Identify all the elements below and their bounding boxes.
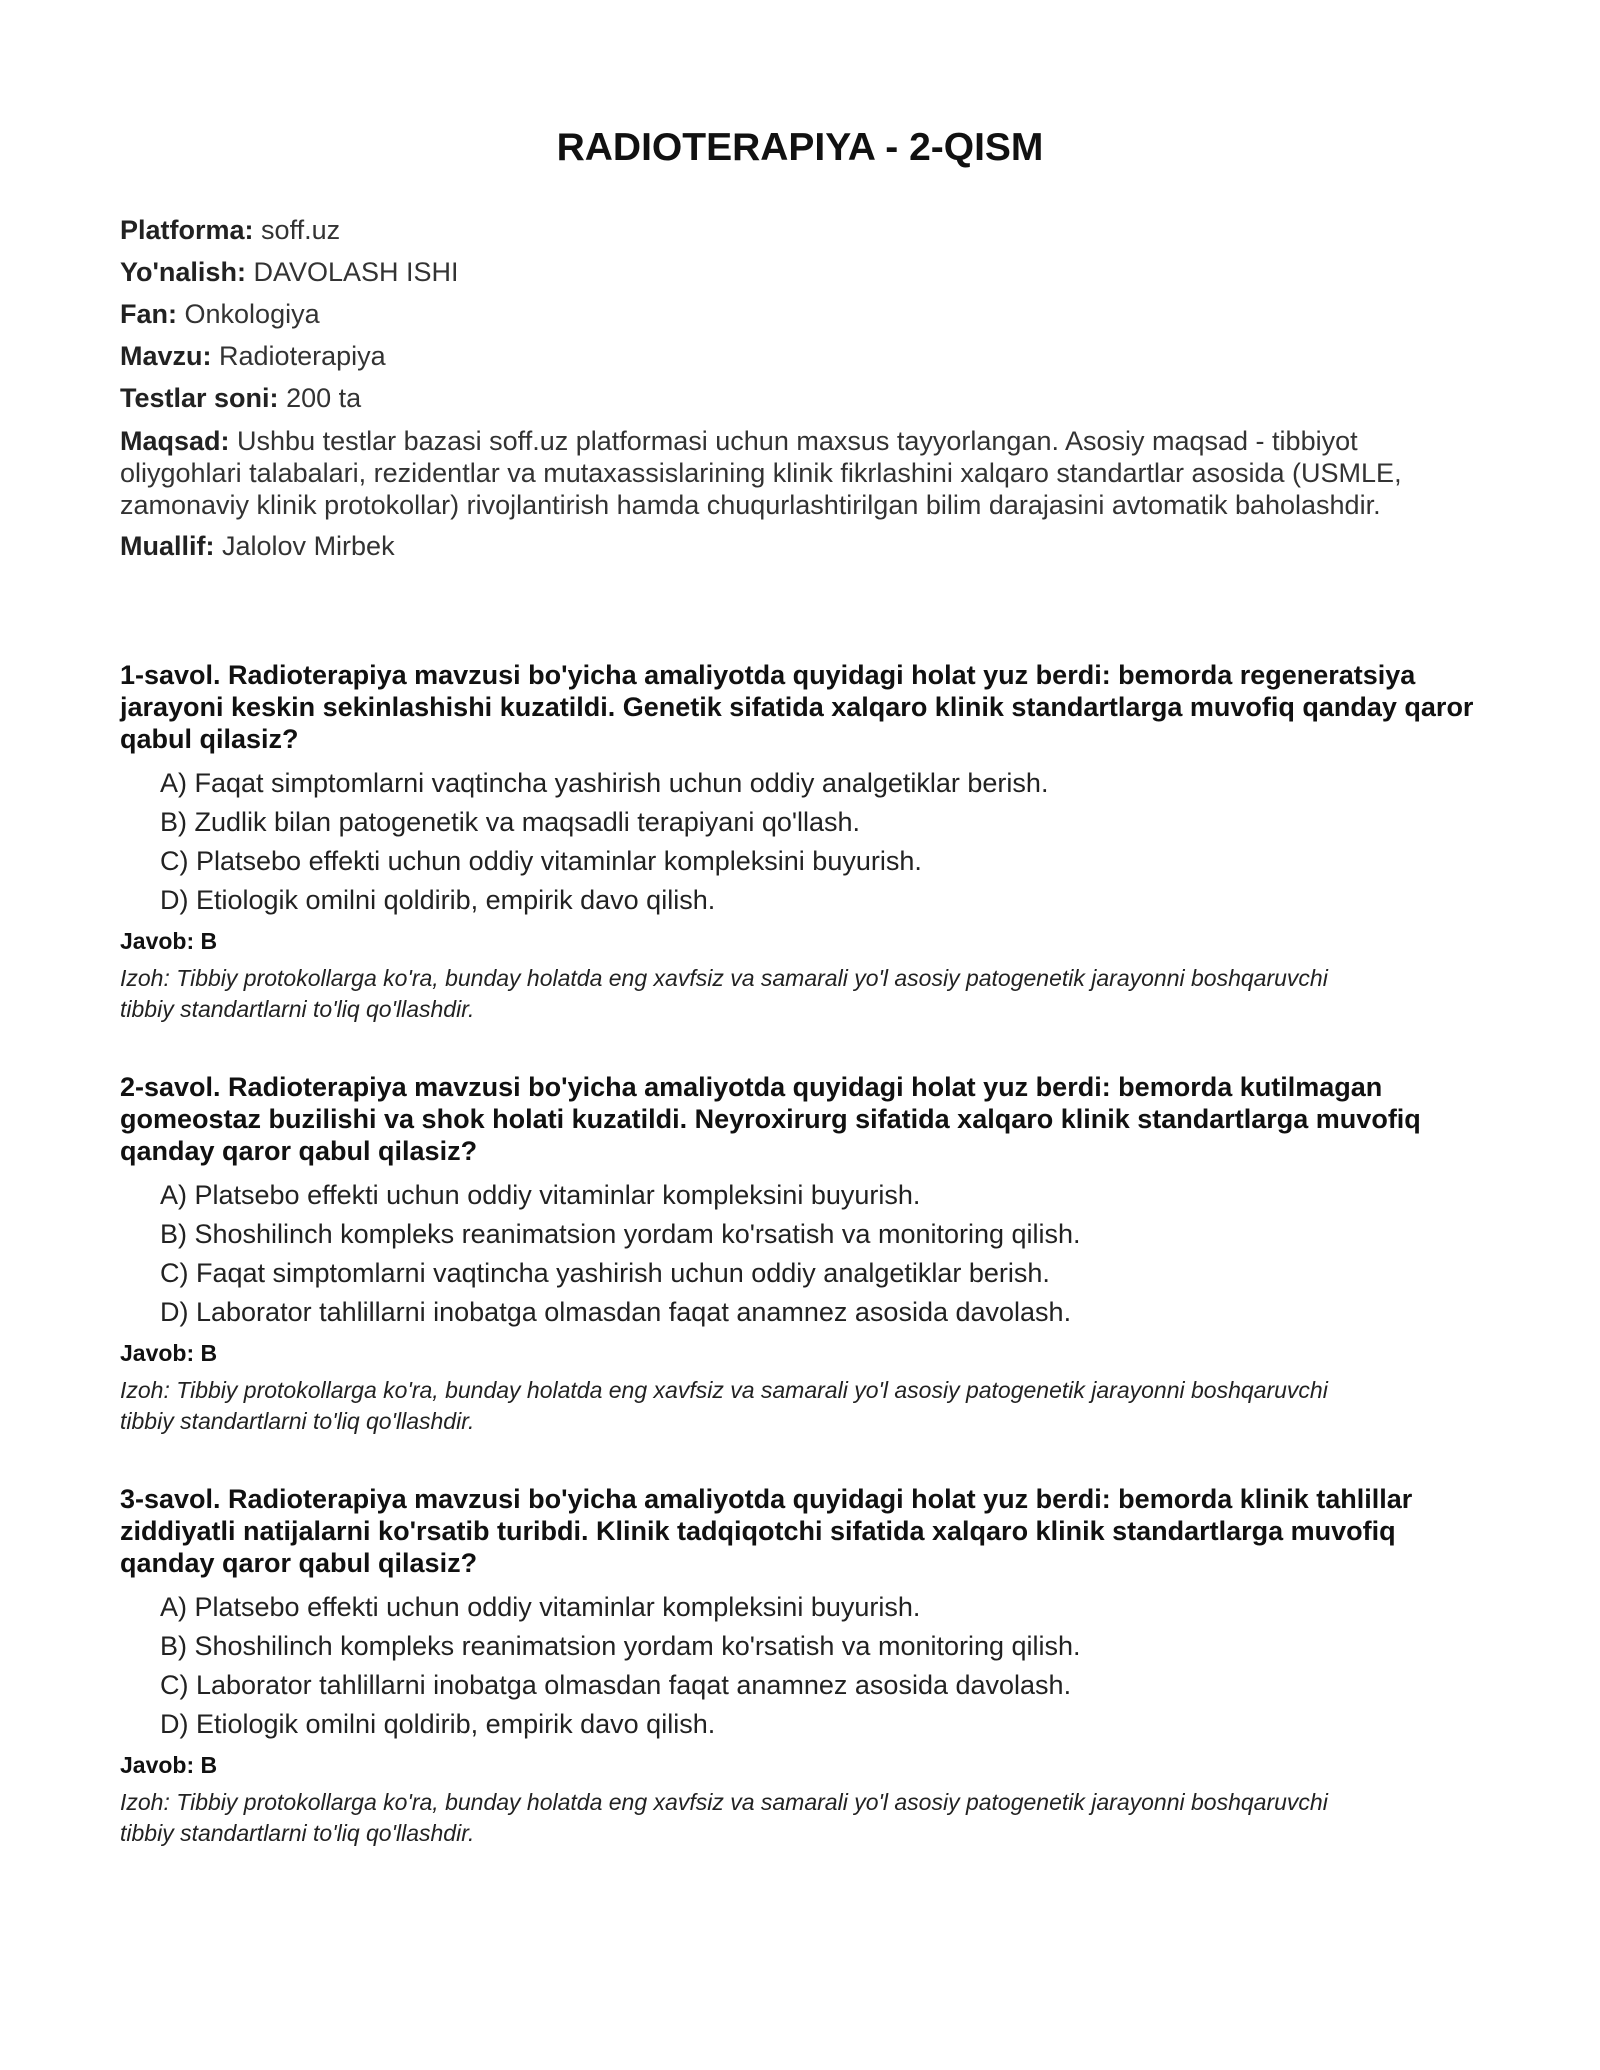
meta-direction-value: DAVOLASH ISHI xyxy=(253,257,459,287)
meta-topic-label: Mavzu: xyxy=(120,341,212,371)
question-text: 2-savol. Radioterapiya mavzusi bo'yicha amaliyotda quyidagi holat yuz berdi: bemorda kutilmagan gomeostaz buzilishi va shok holati kuzatildi. Neyroxirurg sifatida xalqaro klinik standartlarga muvofiq qanday qaror qabul qilasiz? xyxy=(120,1072,1421,1166)
question-1 xyxy=(120,659,1480,1025)
meta-count-label: Testlar soni: xyxy=(120,383,279,413)
meta-topic-value: Radioterapiya xyxy=(219,341,386,371)
document-page xyxy=(120,118,1480,1895)
question-list xyxy=(120,659,1480,1849)
question-text: 1-savol. Radioterapiya mavzusi bo'yicha amaliyotda quyidagi holat yuz berdi: bemorda regeneratsiya jarayoni keskin sekinlashishi kuzatildi. Genetik sifatida xalqaro klinik standartlarga muvofiq qanday qaror qabul qilasiz? xyxy=(120,660,1474,754)
explanation: Izoh: Tibbiy protokollarga ko'ra, bunday holatda eng xavfsiz va samarali yo'l asosiy patogenetik jarayonni boshqaruvchi tibbiy standartlarni to'liq qo'llashdir. xyxy=(120,1377,1328,1434)
answer: Javob: B xyxy=(120,1340,218,1366)
meta-direction xyxy=(120,257,1480,288)
meta-subject xyxy=(120,299,1480,330)
meta-purpose xyxy=(120,425,1480,521)
meta-topic xyxy=(120,341,1480,372)
answer: Javob: B xyxy=(120,1752,218,1778)
meta-author-value: Jalolov Mirbek xyxy=(222,531,395,561)
option-a: A) Faqat simptomlarni vaqtincha yashirish uchun oddiy analgetiklar berish. xyxy=(160,768,1049,798)
document-title: RADIOTERAPIYA - 2-QISM xyxy=(556,126,1044,169)
question-3 xyxy=(120,1483,1480,1849)
option-b: B) Shoshilinch kompleks reanimatsion yordam ko'rsatish va monitoring qilish. xyxy=(160,1631,1081,1661)
option-c: C) Laborator tahlillarni inobatga olmasdan faqat anamnez asosida davolash. xyxy=(160,1670,1072,1700)
meta-subject-label: Fan: xyxy=(120,299,177,329)
option-d: D) Etiologik omilni qoldirib, empirik davo qilish. xyxy=(160,885,716,915)
question-text: 3-savol. Radioterapiya mavzusi bo'yicha amaliyotda quyidagi holat yuz berdi: bemorda klinik tahlillar ziddiyatli natijalarni ko'rsatib turibdi. Klinik tadqiqotchi sifatida xalqaro klinik standartlarga muvofiq qanday qaror qabul qilasiz? xyxy=(120,1484,1413,1578)
explanation: Izoh: Tibbiy protokollarga ko'ra, bunday holatda eng xavfsiz va samarali yo'l asosiy patogenetik jarayonni boshqaruvchi tibbiy standartlarni to'liq qo'llashdir. xyxy=(120,965,1328,1022)
option-a: A) Platsebo effekti uchun oddiy vitaminlar kompleksini buyurish. xyxy=(160,1592,921,1622)
meta-platform-value: soff.uz xyxy=(261,215,341,245)
meta-count xyxy=(120,383,1480,414)
meta-author-label: Muallif: xyxy=(120,531,215,561)
meta-direction-label: Yo'nalish: xyxy=(120,257,246,287)
option-c: C) Platsebo effekti uchun oddiy vitaminlar kompleksini buyurish. xyxy=(160,846,922,876)
meta-author xyxy=(120,531,1480,562)
option-b: B) Zudlik bilan patogenetik va maqsadli terapiyani qo'llash. xyxy=(160,807,861,837)
meta-purpose-label: Maqsad: xyxy=(120,426,230,456)
option-c: C) Faqat simptomlarni vaqtincha yashirish uchun oddiy analgetiklar berish. xyxy=(160,1258,1050,1288)
option-d: D) Laborator tahlillarni inobatga olmasdan faqat anamnez asosida davolash. xyxy=(160,1297,1072,1327)
question-2 xyxy=(120,1071,1480,1437)
option-list xyxy=(120,1591,1480,1741)
option-d: D) Etiologik omilni qoldirib, empirik davo qilish. xyxy=(160,1709,716,1739)
meta-platform xyxy=(120,215,1480,246)
option-list xyxy=(120,1179,1480,1329)
answer: Javob: B xyxy=(120,928,218,954)
explanation: Izoh: Tibbiy protokollarga ko'ra, bunday holatda eng xavfsiz va samarali yo'l asosiy patogenetik jarayonni boshqaruvchi tibbiy standartlarni to'liq qo'llashdir. xyxy=(120,1789,1328,1846)
meta-subject-value: Onkologiya xyxy=(184,299,320,329)
meta-count-value: 200 ta xyxy=(286,383,362,413)
option-a: A) Platsebo effekti uchun oddiy vitaminlar kompleksini buyurish. xyxy=(160,1180,921,1210)
meta-platform-label: Platforma: xyxy=(120,215,254,245)
meta-purpose-value: Ushbu testlar bazasi soff.uz platformasi uchun maxsus tayyorlangan. Asosiy maqsad - tibbiyot oliygohlari talabalari, rezidentlar va mutaxassislarining klinik fikrlashini xalqaro standartlar asosida (USMLE, zamonaviy klinik protokollar) rivojlantirish hamda chuqurlashtirilgan bilim darajasini avtomatik baholashdir. xyxy=(120,426,1402,520)
option-list xyxy=(120,767,1480,917)
option-b: B) Shoshilinch kompleks reanimatsion yordam ko'rsatish va monitoring qilish. xyxy=(160,1219,1081,1249)
